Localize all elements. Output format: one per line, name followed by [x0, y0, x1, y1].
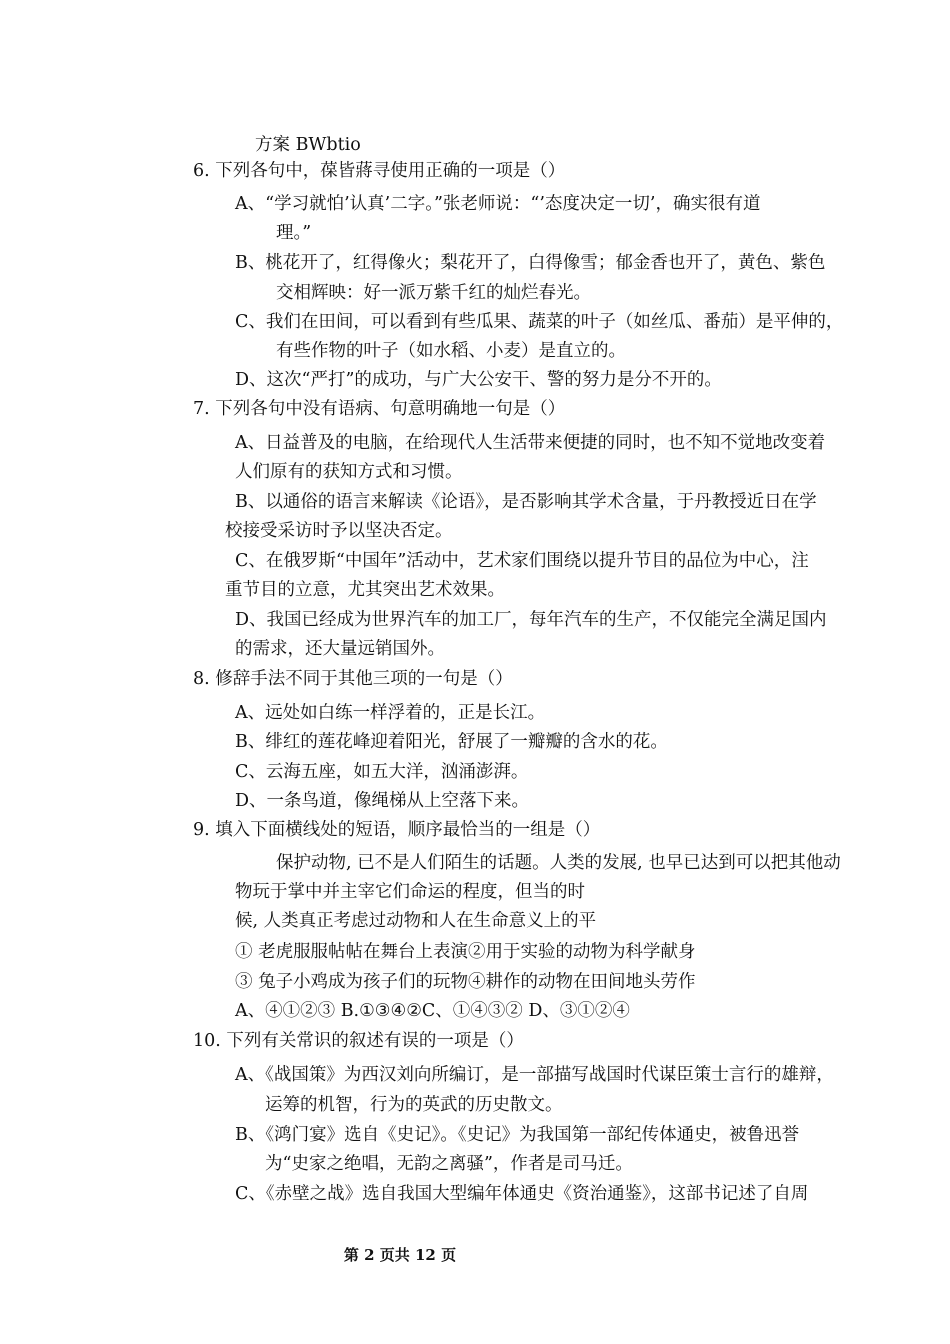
question-7-option-c-cont: 重节目的立意，尤其突出艺术效果。 — [225, 580, 505, 600]
question-7-option-d-cont: 的需求，还大量远销国外。 — [235, 639, 445, 659]
question-9-options-line-1: ① 老虎服服帖帖在舞台上表演②用于实验的动物为科学献身 — [235, 942, 696, 962]
header-fragment: 方案 BWbtio — [255, 135, 361, 155]
question-10-option-c: C、《赤壁之战》选自我国大型编年体通史《资治通鉴》，这部书记述了自周 — [235, 1184, 809, 1204]
question-10-option-a-cont: 运筹的机智，行为的英武的历史散文。 — [265, 1095, 563, 1115]
page-footer: 第 2 页共 12 页 — [343, 1246, 457, 1264]
question-9-stem: 9. 填入下面横线处的短语，顺序最恰当的一组是（） — [193, 820, 601, 840]
question-9-choices: A、④①②③ B.①③④②C、①④③② D、③①②④ — [235, 1001, 630, 1021]
question-7-stem: 7. 下列各句中没有语病、句意明确地一句是（） — [193, 399, 566, 419]
question-7-option-b: B、以通俗的语言来解读《论语》，是否影响其学术含量，于丹教授近日在学 — [235, 492, 817, 512]
question-9-options-line-2: ③ 兔子小鸡成为孩子们的玩物④耕作的动物在田间地头劳作 — [235, 972, 696, 992]
question-7-option-c: C、在俄罗斯“中国年”活动中，艺术家们围绕以提升节目的品位为中心，注 — [235, 551, 809, 571]
question-6-option-b-cont: 交相辉映：好一派万紫千红的灿烂春光。 — [276, 283, 591, 303]
question-6-option-b: B、桃花开了，红得像火；梨花开了，白得像雪；郁金香也开了，黄色、紫色 — [235, 253, 826, 273]
question-10-stem: 10. 下列有关常识的叙述有误的一项是（） — [193, 1031, 524, 1051]
question-8-option-b: B、绯红的莲花峰迎着阳光，舒展了一瓣瓣的含水的花。 — [235, 732, 668, 752]
question-10-option-b: B、《鸿门宴》选自《史记》。《史记》为我国第一部纪传体通史，被鲁迅誉 — [235, 1125, 800, 1145]
question-6-stem: 6. 下列各句中，葆皆蔣寻使用正确的一项是（） — [193, 161, 566, 181]
question-6-option-a-cont: 理。” — [276, 223, 312, 243]
question-8-option-a: A、远处如白练一样浮着的，正是长江。 — [235, 703, 546, 723]
question-6-option-c-cont: 有些作物的叶子（如水稻、小麦）是直立的。 — [276, 341, 626, 361]
question-10-option-a: A、《战国策》为西汉刘向所编订，是一部描写战国时代谋臣策士言行的雄辩， — [235, 1065, 834, 1085]
question-7-option-a-cont: 人们原有的获知方式和习惯。 — [235, 462, 463, 482]
question-9-passage-line-3: 候, 人类真正考虑过动物和人在生命意义上的平 — [235, 911, 597, 931]
question-7-option-a: A、日益普及的电脑，在给现代人生活带来便捷的同时，也不知不觉地改变着 — [235, 433, 826, 453]
question-10-option-b-cont: 为“史家之绝唱，无韵之离骚”，作者是司马迁。 — [265, 1154, 633, 1174]
question-9-passage-line-1: 保护动物, 已不是人们陌生的话题。人类的发展, 也早已达到可以把其他动 — [276, 853, 841, 873]
question-6-option-d: D、这次“严打”的成功，与广大公安干、警的努力是分不开的。 — [235, 370, 722, 390]
question-8-option-c: C、云海五座，如五大洋，汹涌澎湃。 — [235, 762, 529, 782]
question-8-option-d: D、一条鸟道，像绳梯从上空落下来。 — [235, 791, 530, 811]
question-7-option-d: D、我国已经成为世界汽车的加工厂，每年汽车的生产，不仅能完全满足国内 — [235, 610, 827, 630]
question-9-passage-line-2: 物玩于掌中并主宰它们命运的程度，但当的时 — [235, 882, 585, 902]
question-6-option-c: C、我们在田间，可以看到有些瓜果、蔬菜的叶子（如丝瓜、番茄）是平伸的， — [235, 312, 844, 332]
question-7-option-b-cont: 校接受采访时予以坚决否定。 — [225, 521, 453, 541]
question-6-option-a: A、“学习就怕’认真’二字。”张老师说：“’态度决定一切’，确实很有道 — [235, 194, 761, 214]
question-8-stem: 8. 修辞手法不同于其他三项的一句是（） — [193, 669, 513, 689]
